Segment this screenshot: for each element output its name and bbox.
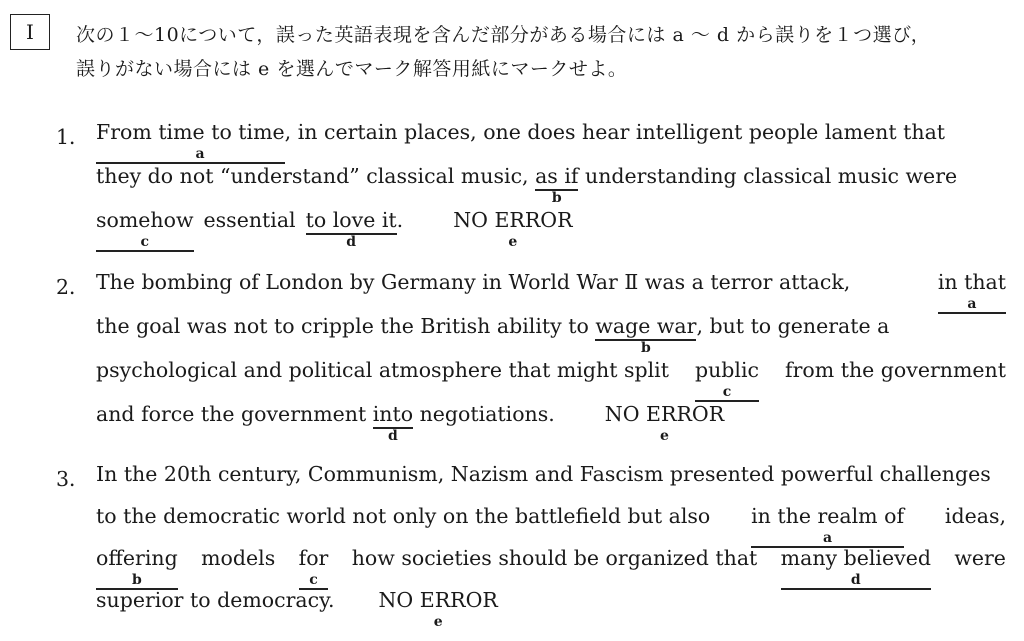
option-d-wrap: to love it d . [305, 208, 404, 250]
option-b-text: as if b [535, 164, 579, 206]
option-d-text: many believed d [780, 546, 931, 588]
option-b-text: wage war b [595, 314, 697, 356]
option-label-a: a [967, 296, 977, 312]
option-label-a: a [195, 146, 205, 162]
option-label-e: e [508, 234, 518, 250]
option-label-c: c [722, 384, 732, 400]
instructions [76, 18, 1016, 86]
option-label-d: d [346, 234, 357, 250]
question-line [96, 588, 1006, 632]
option-label-b: b [640, 340, 651, 356]
option-label-b: b [131, 572, 142, 588]
question-number: 2． [56, 275, 90, 299]
question-text: were [954, 546, 1006, 570]
option-label-e: e [433, 614, 443, 630]
option-c-text: somehow c [96, 208, 194, 250]
option-a-text: in the realm of a [751, 504, 905, 546]
question-text: essential [203, 208, 296, 232]
question-text: models [201, 546, 276, 570]
option-d-text: into d [372, 402, 414, 444]
option-label-d: d [388, 428, 398, 444]
question-text: from the government [785, 358, 1006, 382]
option-b-text: offering b [96, 546, 178, 588]
instructions-line-2: 誤りがない場合には e を選んでマーク解答用紙にマークせよ。 [76, 58, 628, 80]
question-text: In the 20th century, Communism, Nazism and Fascism presented powerful challenges [96, 462, 991, 486]
question-line [96, 314, 1006, 358]
question-line [96, 462, 1006, 506]
option-label-c: c [309, 572, 318, 588]
question-text: superior to democracy. [96, 588, 335, 612]
section-label: I [26, 20, 34, 44]
question-text: The bombing of London by Germany in World War Ⅱ was a terror attack, [96, 270, 851, 294]
option-a-text: in that a [937, 270, 1006, 312]
option-a-text: From time to time a [96, 120, 285, 162]
question-number: 3． [56, 467, 90, 491]
question-line [96, 120, 1006, 164]
question-text: how societies should be organized that [351, 546, 758, 570]
question-line [96, 164, 1006, 208]
option-label-b: b [551, 190, 562, 206]
question-text: they do not “understand” classical music, as if b understanding classical music were [96, 164, 958, 206]
option-c-text: for c [298, 546, 329, 588]
option-e-text: NO ERROR e [604, 402, 725, 444]
option-e-text: NO ERROR e [453, 208, 573, 250]
question-text: the goal was not to cripple the British ability to wage war b , but to generate a [96, 314, 890, 356]
option-c-text: public c [694, 358, 760, 400]
option-e-text: NO ERROR e [378, 588, 498, 630]
question-line [96, 546, 1006, 590]
question-text: and force the government into d negotiations. [96, 402, 555, 444]
option-label-c: c [140, 234, 150, 250]
question-line [96, 358, 1006, 402]
section-number-box [10, 14, 50, 50]
instructions-line-1: 次の１～10について，誤った英語表現を含んだ部分がある場合には a ～ d から誤りを１つ選び， [76, 24, 931, 46]
question-text: psychological and political atmosphere that might split [96, 358, 669, 382]
option-d-text: to love it d [305, 208, 397, 250]
question-line [96, 270, 1006, 314]
question-line [96, 504, 1006, 548]
option-label-e: e [660, 428, 669, 444]
question-text: , in certain places, one does hear intelligent people lament that [284, 120, 946, 144]
question-line [96, 208, 1006, 252]
question-text: to the democratic world not only on the battlefield but also [96, 504, 711, 528]
question-number: 1． [56, 125, 90, 149]
question-line [96, 402, 1006, 446]
question-text: ideas, [944, 504, 1006, 528]
option-label-a: a [823, 530, 833, 546]
option-label-d: d [850, 572, 861, 588]
